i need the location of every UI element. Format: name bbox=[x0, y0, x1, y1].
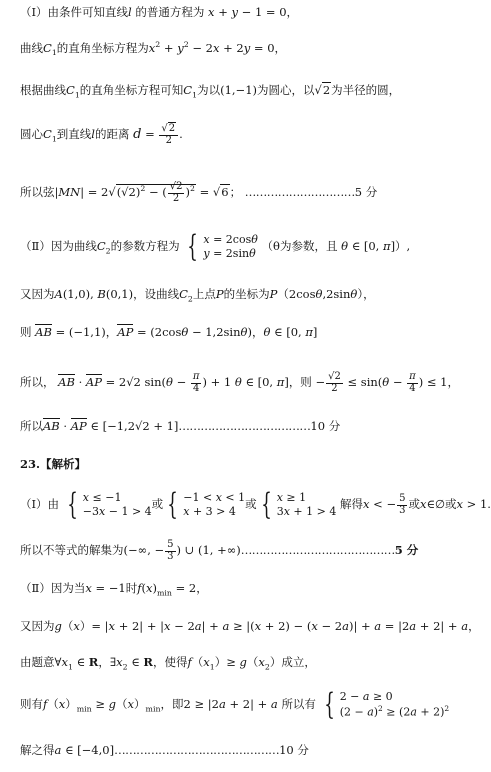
text: 所以， bbox=[20, 375, 55, 389]
question-23-heading bbox=[20, 458, 435, 471]
text: 或 bbox=[408, 497, 420, 511]
line-9: 所以， AB · AP = 2√2 sin(θ − $\frac{\pi}{4}$ ) + 1 θ ∈ [0, π]，则 − $\frac{√2}{2}$ ≤ sin(θ − $\frac{\pi}{4}$ ) ≤ 1， bbox=[20, 371, 459, 394]
text: 的普通方程为 bbox=[135, 5, 205, 19]
text: 为半径的圆， bbox=[331, 83, 401, 97]
score: 10 分 bbox=[310, 419, 341, 433]
text: 所以 bbox=[20, 419, 43, 433]
line-10: 所以AB · AP ∈ [−1,2√2 + 1]………………………………10 分 bbox=[20, 419, 341, 433]
line-5: 所以弦$|MN| = 2√(√2)^2$ − ( $\frac{√2}{2}$ )$^2$ = √6； …………………………5 分 bbox=[20, 181, 378, 204]
text: 的直角坐标方程可知 bbox=[79, 83, 184, 97]
text: （θ为参数，且 bbox=[261, 239, 338, 253]
dots: ……………………………………… bbox=[114, 743, 280, 757]
line-6: （Ⅱ）因为曲线$C_2$的参数方程为 { x = 2cosθ y = 2sinθ （θ为参数，且 θ ∈ [0, π]）, bbox=[20, 229, 411, 264]
line-13: （Ⅱ）因为当x = −1时$f(x)_{min} = 2$， bbox=[20, 581, 208, 598]
text: 根据曲线 bbox=[20, 83, 66, 97]
text: 则有 bbox=[20, 697, 43, 711]
score: 5 分 bbox=[394, 543, 419, 557]
text: 所以有 bbox=[281, 697, 316, 711]
line-11: （Ⅰ）由 { x ≤ −1 −3x − 1 > 4 或 { −1 < x < 1 x + 3 > 4 或 { x ≥ 1 3x + 1 > 4 解得x < − $\frac{5}{3}$ 或x∈∅或x > 1. bbox=[20, 487, 491, 522]
text: （Ⅰ）由条件可知直线 bbox=[20, 5, 129, 19]
text: 成立， bbox=[281, 655, 316, 669]
text: 时 bbox=[125, 581, 138, 595]
text: 所以不等式的解集为 bbox=[20, 543, 124, 557]
dots: …………………………………… bbox=[240, 543, 395, 557]
text: （Ⅱ）因为当 bbox=[20, 581, 86, 595]
line-2: 曲线$C_1$的直角坐标方程为$x^2 + y^2 - 2x + 2y = 0$， bbox=[20, 40, 287, 58]
text: 的直角坐标方程为 bbox=[56, 40, 149, 55]
text: 的参数方程为 bbox=[110, 239, 180, 253]
text: 或 bbox=[445, 497, 457, 511]
text: （Ⅱ）因为曲线 bbox=[20, 239, 97, 253]
text: 的坐标为 bbox=[223, 287, 270, 301]
line-14: 又因为g（x）= |x + 2| + |x − 2a| + a ≥ |(x + 2) − (x − 2a)| + a = |2a + 2| + a， bbox=[20, 619, 480, 633]
line-1: （Ⅰ）由条件可知直线l 的普通方程为 x + y − 1 = 0， bbox=[20, 5, 299, 19]
text: ，设曲线 bbox=[133, 287, 180, 301]
text: 解之得 bbox=[20, 743, 55, 757]
text: 的距离 bbox=[94, 127, 130, 141]
text: 或 bbox=[151, 497, 164, 511]
text: 到直线 bbox=[56, 127, 92, 141]
text: （Ⅰ）由 bbox=[20, 497, 60, 511]
text: 又因为 bbox=[20, 287, 55, 301]
line-3: 根据曲线$C_1$的直角坐标方程可知$C_1$为以(1,−1)为圆心，以√2为半径的圆， bbox=[20, 83, 401, 100]
text: 上点 bbox=[192, 287, 216, 301]
line-15: 由题意$\forall x_1$ ∈ R，$\exists x_2$ ∈ R，使得$f(x_1)\ge g(x_2)$成立， bbox=[20, 655, 316, 672]
text: ，即 bbox=[160, 697, 184, 711]
text: 曲线 bbox=[20, 40, 43, 55]
text: 则 bbox=[20, 325, 32, 339]
text: 为以 bbox=[197, 83, 221, 97]
line-4: 圆心$C_1$到直线l的距离 d = $\frac{√2}{2}$ . bbox=[20, 123, 183, 146]
score: 10 分 bbox=[279, 743, 309, 757]
line-7: 又因为A(1,0), B(0,1)，设曲线$C_2$上点P的坐标为P（2cosθ,2sinθ）， bbox=[20, 287, 375, 304]
line-12: 所以不等式的解集为(−∞, − $\frac{5}{3}$ ) ∪ (1, +∞)……………………………………5 分 bbox=[20, 539, 419, 562]
text: 解得 bbox=[340, 497, 364, 511]
text: 又因为 bbox=[20, 619, 55, 633]
text: ，则 bbox=[288, 375, 312, 389]
text: 所以弦 bbox=[20, 185, 55, 199]
text: 为圆心，以 bbox=[257, 83, 315, 97]
line-16: 则有$f(x)_{min} \ge g(x)_{min}$，即2 ≥ |2a + 2| + a 所以有 { 2 − a ≥ 0 $(2 - a)^2 \ge (2a + 2)^2$ bbox=[20, 687, 450, 722]
score: 5 分 bbox=[354, 185, 378, 199]
text: ， bbox=[98, 655, 110, 669]
dots: ……………………………… bbox=[178, 419, 311, 433]
text: 圆心 bbox=[20, 127, 43, 141]
text: 由题意 bbox=[20, 655, 55, 669]
line-8: 则 AB = (−1,1)，AP = (2cosθ − 1,2sinθ)，θ ∈ [0, π] bbox=[20, 325, 318, 339]
heading-text: 23.【解析】 bbox=[20, 457, 87, 471]
text: ，使得 bbox=[152, 655, 188, 669]
text: 或 bbox=[245, 497, 257, 511]
line-17: 解之得a ∈ [−4,0]………………………………………10 分 bbox=[20, 743, 309, 757]
dots: ………………………… bbox=[244, 185, 355, 199]
